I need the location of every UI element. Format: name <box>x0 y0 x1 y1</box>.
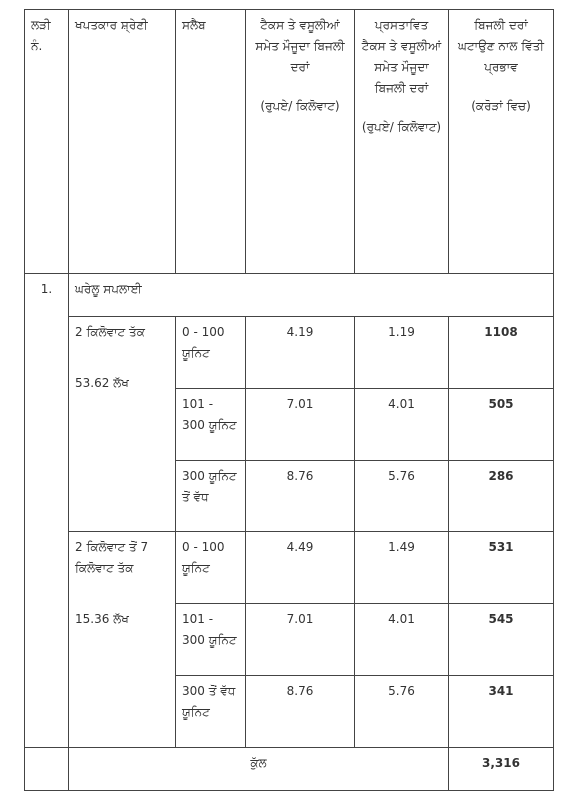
slab-cell: 101 - 300 ਯੂਨਿਟ <box>176 389 246 461</box>
existing-rate-cell: 8.76 <box>246 460 355 532</box>
tariff-table <box>24 9 554 791</box>
proposed-rate-cell: 5.76 <box>355 675 449 747</box>
slab-cell: 101 - 300 ਯੂਨਿਟ <box>176 604 246 676</box>
header-slab: ਸਲੈਬ <box>176 10 246 274</box>
impact-cell: 505 <box>449 389 554 461</box>
header-proposed-rates: ਪ੍ਰਸਤਾਵਿਤ ਟੈਕਸ ਤੇ ਵਸੂਲੀਆਂ ਸਮੇਤ ਮੌਜੂਦਾ ਬਿਜਲੀ ਦਰਾਂ (ਰੁਪਏ/ ਕਿਲੋਵਾਟ) <box>355 10 449 274</box>
proposed-rate-cell: 5.76 <box>355 460 449 532</box>
slab-cell: 300 ਤੋਂ ਵੱਧ ਯੂਨਿਟ <box>176 675 246 747</box>
impact-cell: 1108 <box>449 317 554 389</box>
section-row <box>25 274 554 317</box>
header-consumer-category: ਖਪਤਕਾਰ ਸ਼੍ਰੇਣੀ <box>69 10 176 274</box>
impact-cell: 531 <box>449 532 554 604</box>
total-label: ਕੁੱਲ <box>69 747 449 790</box>
serial-number: 1. <box>25 274 69 748</box>
proposed-rate-cell: 1.19 <box>355 317 449 389</box>
slab-cell: 0 - 100 ਯੂਨਿਟ <box>176 532 246 604</box>
table-row <box>25 532 554 604</box>
total-spacer <box>25 747 69 790</box>
table-row <box>25 317 554 389</box>
impact-cell: 341 <box>449 675 554 747</box>
existing-rate-cell: 4.49 <box>246 532 355 604</box>
category-cell: 2 ਕਿਲੋਵਾਟ ਤੱਕ 53.62 ਲੱਖ <box>69 317 176 532</box>
proposed-rate-cell: 4.01 <box>355 389 449 461</box>
header-existing-rates: ਟੈਕਸ ਤੇ ਵਸੂਲੀਆਂ ਸਮੇਤ ਮੌਜੂਦਾ ਬਿਜਲੀ ਦਰਾਂ (ਰੁਪਏ/ ਕਿਲੋਵਾਟ) <box>246 10 355 274</box>
header-serial: ਲੜੀ ਨੰ. <box>25 10 69 274</box>
header-financial-impact: ਬਿਜਲੀ ਦਰਾਂ ਘਟਾਉਣ ਨਾਲ ਵਿੱਤੀ ਪ੍ਰਭਾਵ (ਕਰੋੜਾਂ ਵਿਚ) <box>449 10 554 274</box>
total-row <box>25 747 554 790</box>
existing-rate-cell: 4.19 <box>246 317 355 389</box>
slab-cell: 0 - 100 ਯੂਨਿਟ <box>176 317 246 389</box>
slab-cell: 300 ਯੂਨਿਟ ਤੋਂ ਵੱਧ <box>176 460 246 532</box>
header-row <box>25 10 554 274</box>
existing-rate-cell: 8.76 <box>246 675 355 747</box>
impact-cell: 545 <box>449 604 554 676</box>
section-title: ਘਰੇਲੂ ਸਪਲਾਈ <box>69 274 554 317</box>
impact-cell: 286 <box>449 460 554 532</box>
category-cell: 2 ਕਿਲੋਵਾਟ ਤੋਂ 7 ਕਿਲੋਵਾਟ ਤੱਕ 15.36 ਲੱਖ <box>69 532 176 747</box>
proposed-rate-cell: 4.01 <box>355 604 449 676</box>
total-value: 3,316 <box>449 747 554 790</box>
proposed-rate-cell: 1.49 <box>355 532 449 604</box>
existing-rate-cell: 7.01 <box>246 389 355 461</box>
existing-rate-cell: 7.01 <box>246 604 355 676</box>
